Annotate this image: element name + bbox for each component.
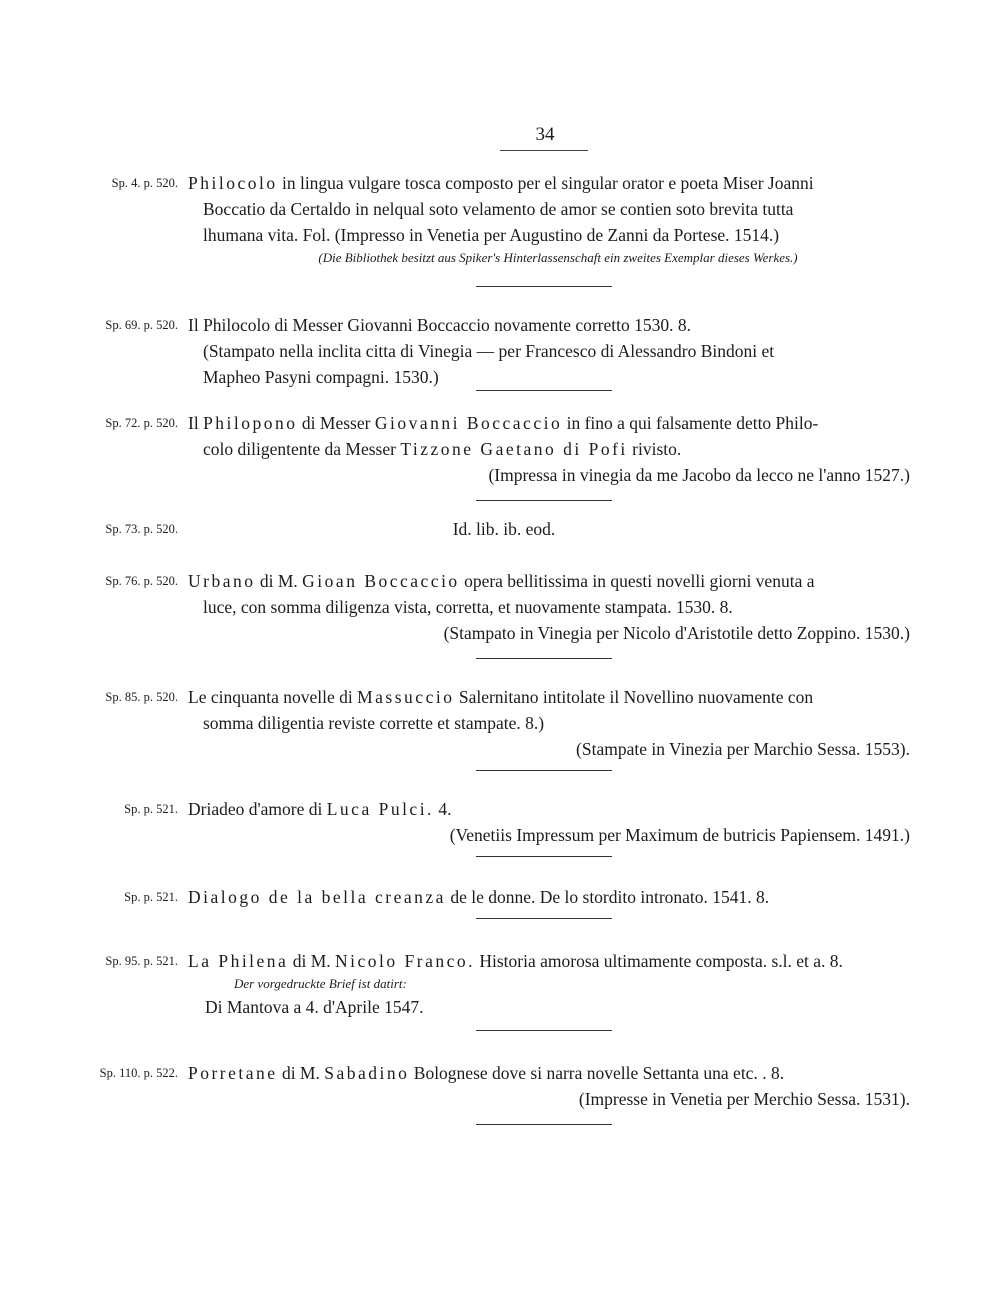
entry-body [188, 312, 910, 390]
entry-imprint: (Venetiis Impressum per Maximum de butricis Papiensem. 1491.) [449, 825, 910, 845]
entry-reference: Sp. 69. p. 520. [105, 318, 178, 332]
entry-reference: Sp. 73. p. 520. [105, 522, 178, 536]
separator-rule [476, 390, 612, 391]
entry-text: di Messer [301, 413, 371, 433]
entry-title: Dialogo de la bella creanza [188, 887, 446, 907]
entry-body [188, 170, 910, 268]
entry-reference: Sp. p. 521. [124, 890, 178, 904]
entry-text: de le donne. De lo stordito intronato. 1541. 8. [450, 887, 770, 907]
separator-rule [476, 286, 612, 287]
entry-imprint: (Impressa in vinegia da me Jacobo da lecco ne l'anno 1527.) [488, 465, 910, 485]
entry-reference: Sp. p. 521. [124, 802, 178, 816]
entry-text: in fino a qui falsamente detto Philo- [566, 413, 819, 433]
entry-body [188, 410, 910, 488]
entry-body [188, 1060, 910, 1112]
entry-text: colo diligentente da Messer [203, 439, 396, 459]
entry-body [188, 568, 910, 646]
entry-reference: Sp. 4. p. 520. [111, 176, 178, 190]
entry-text: somma diligentia reviste corrette et stampate. 8.) [203, 713, 545, 733]
entry-text: Il Philocolo di Messer Giovanni Boccaccio novamente corretto 1530. 8. [188, 315, 691, 335]
entry-text: rivisto. [632, 439, 682, 459]
page-number: 34 [535, 124, 555, 145]
entry-text: Bolognese dove si narra novelle Settanta una etc. . 8. [413, 1063, 785, 1083]
entry-text: 4. [438, 799, 452, 819]
entry-text: (Stampato nella inclita citta di Vinegia — per Francesco di Alessandro Bindoni et [203, 341, 775, 361]
entry-body [188, 684, 910, 762]
entry-author: Gioan Boccaccio [302, 571, 460, 591]
entry-title: Porretane [188, 1063, 278, 1083]
separator-rule [476, 918, 612, 919]
separator-rule [476, 1030, 612, 1031]
entry-note: (Die Bibliothek besitzt aus Spiker's Hinterlassenschaft ein zweites Exemplar dieses Werkes.) [318, 250, 798, 265]
entry-text: opera bellitissima in questi novelli giorni venuta a [464, 571, 815, 591]
entry-text: Driadeo d'amore di [188, 799, 323, 819]
entry-title: Philocolo [188, 173, 278, 193]
page-number-rule [500, 150, 588, 151]
entry-title: La Philena [188, 951, 289, 971]
entry-author: Massuccio [357, 687, 455, 707]
entry-title: Philopono [203, 413, 298, 433]
entry-imprint: (Stampate in Vinezia per Marchio Sessa. 1553). [576, 739, 910, 759]
entry-note: Der vorgedruckte Brief ist datirt: [234, 976, 407, 991]
entry-dated: Di Mantova a 4. d'Aprile 1547. [205, 997, 424, 1017]
entry-imprint: (Impresse in Venetia per Merchio Sessa. 1531). [578, 1089, 910, 1109]
separator-rule [476, 658, 612, 659]
separator-rule [476, 500, 612, 501]
entry-editor: Tizzone Gaetano di Pofi [400, 439, 628, 459]
entry-text: Le cinquanta novelle di [188, 687, 353, 707]
entry-imprint: (Stampato in Vinegia per Nicolo d'Aristotile detto Zoppino. 1530.) [443, 623, 910, 643]
entry-body [188, 948, 910, 1020]
entry-text: Il [188, 413, 199, 433]
entry-author: Sabadino [324, 1063, 410, 1083]
entry-text: Id. lib. ib. eod. [452, 519, 556, 539]
entry-body [188, 796, 910, 848]
entry-text: Mapheo Pasyni compagni. 1530.) [203, 367, 439, 387]
entry-reference: Sp. 95. p. 521. [105, 954, 178, 968]
entry-text: luce, con somma diligenza vista, corretta, et nuovamente stampata. 1530. 8. [203, 597, 733, 617]
entry-text: Salernitano intitolate il Novellino nuovamente con [458, 687, 814, 707]
entry-text: di M. [281, 1063, 320, 1083]
separator-rule [476, 856, 612, 857]
entry-reference: Sp. 110. p. 522. [99, 1066, 178, 1080]
entry-text: di M. [259, 571, 298, 591]
entry-text: Boccatio da Certaldo in nelqual soto velamento de amor se contien soto brevita tutta [203, 199, 794, 219]
separator-rule [476, 770, 612, 771]
entry-title: Urbano [188, 571, 256, 591]
entry-author: Giovanni Boccaccio [374, 413, 563, 433]
entry-body [188, 516, 910, 542]
entry-reference: Sp. 76. p. 520. [105, 574, 178, 588]
entry-author: Luca Pulci. [326, 799, 434, 819]
entry-reference: Sp. 85. p. 520. [105, 690, 178, 704]
entry-text: lhumana vita. Fol. (Impresso in Venetia per Augustino de Zanni da Portese. 1514.) [203, 225, 780, 245]
entry-reference: Sp. 72. p. 520. [105, 416, 178, 430]
separator-rule [476, 1124, 612, 1125]
entry-text: di M. [292, 951, 331, 971]
entry-text: Historia amorosa ultimamente composta. s.l. et a. 8. [479, 951, 843, 971]
entry-text: in lingua vulgare tosca composto per el singular orator e poeta Miser Joanni [281, 173, 814, 193]
entry-body [188, 884, 910, 910]
entry-author: Nicolo Franco. [335, 951, 475, 971]
